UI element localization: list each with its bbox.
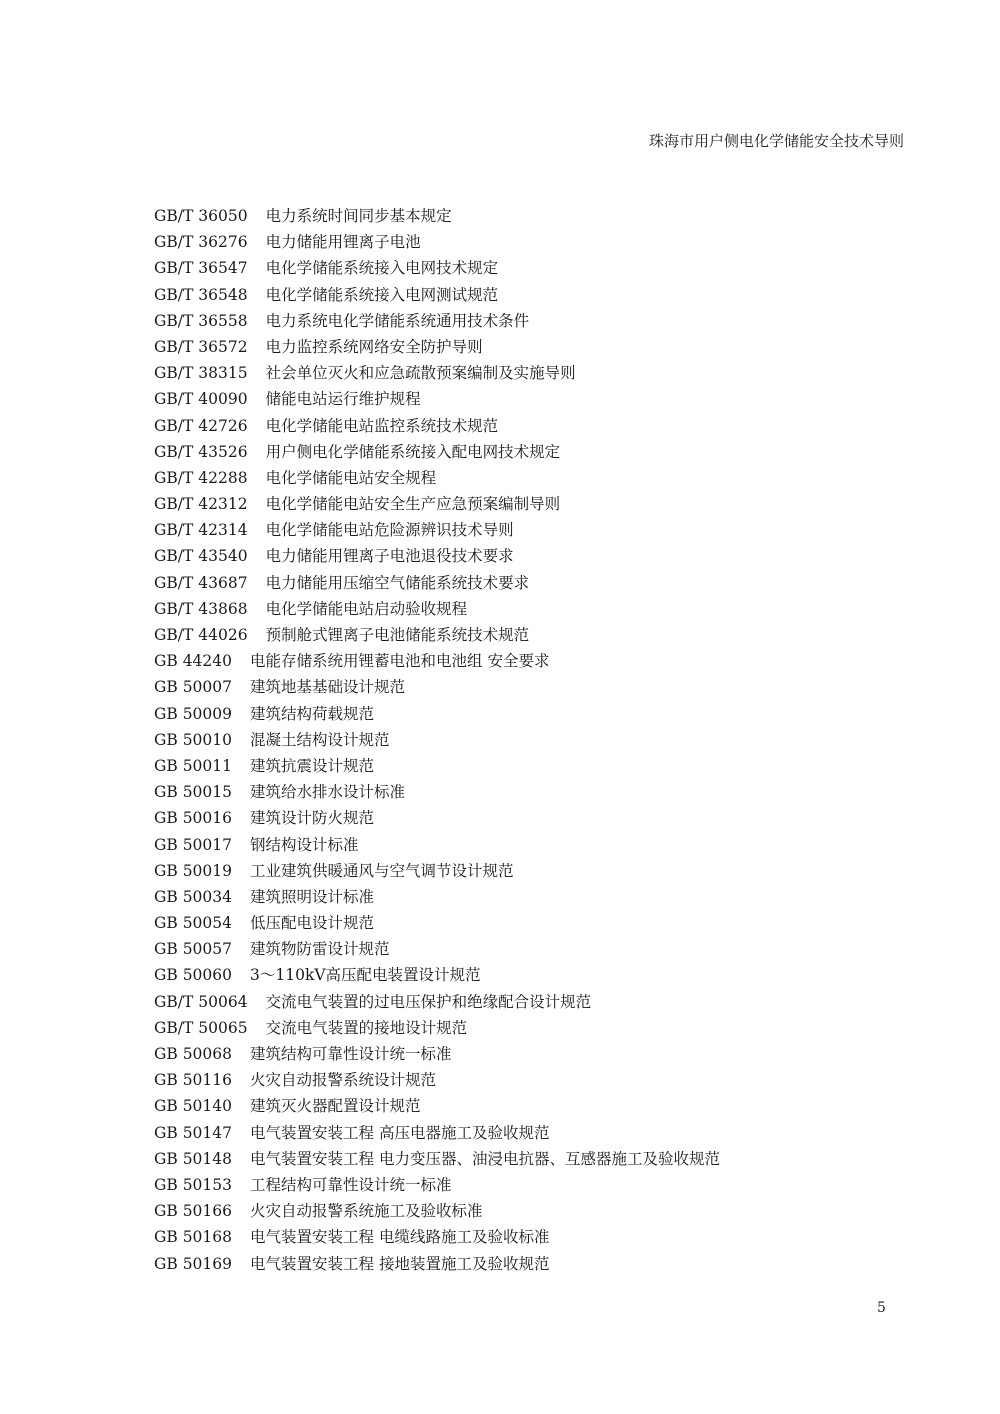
standard-code: GB/T 43687	[154, 573, 248, 592]
standard-code: GB 44240	[154, 652, 233, 671]
reference-item	[154, 622, 720, 648]
reference-item	[154, 465, 720, 491]
reference-item	[154, 570, 720, 596]
standard-code: GB 50068	[154, 1045, 233, 1063]
reference-item	[154, 989, 720, 1015]
standard-code: GB 50147	[154, 1123, 233, 1142]
reference-item	[154, 701, 720, 727]
standard-code: GB/T 42312	[154, 495, 248, 514]
standard-title: 电力储能用压缩空气储能系统技术要求	[265, 573, 530, 592]
standard-title: 工程结构可靠性设计统一标准	[250, 1175, 452, 1194]
standard-code: GB 50019	[154, 861, 233, 880]
standard-code: GB/T 38315	[154, 364, 248, 383]
standard-code: GB/T 36572	[154, 337, 248, 356]
standard-code: GB 50034	[154, 887, 233, 906]
standard-code: GB 50015	[154, 783, 233, 802]
page-header-title: 珠海市用户侧电化学储能安全技术导则	[648, 132, 904, 150]
standard-code: GB 50116	[154, 1071, 233, 1090]
standard-code: GB/T 42726	[154, 416, 248, 435]
standard-title: 电气装置安装工程 电缆线路施工及验收标准	[250, 1228, 550, 1247]
reference-item	[154, 779, 720, 805]
reference-item	[154, 1015, 720, 1041]
reference-item	[154, 1146, 720, 1172]
standard-code: GB 50140	[154, 1097, 233, 1116]
standard-code: GB/T 36547	[154, 259, 248, 278]
standard-title: 电气装置安装工程 电力变压器、油浸电抗器、互感器施工及验收规范	[250, 1149, 720, 1168]
reference-item	[154, 805, 720, 831]
standard-code: GB/T 42288	[154, 468, 248, 487]
standard-title: 电化学储能系统接入电网技术规定	[265, 259, 499, 278]
standard-code: GB/T 36558	[154, 311, 248, 330]
page-number: 5	[877, 1300, 886, 1316]
standard-title: 电力储能用锂离子电池退役技术要求	[265, 547, 514, 566]
reference-item	[154, 334, 720, 360]
standard-title: 电化学储能系统接入电网测试规范	[265, 285, 499, 304]
standard-title: 电力储能用锂离子电池	[265, 233, 421, 252]
reference-standards-list	[154, 203, 720, 1277]
reference-item	[154, 1093, 720, 1119]
reference-item	[154, 543, 720, 569]
reference-item	[154, 962, 720, 988]
standard-code: GB 50011	[154, 756, 233, 775]
reference-item	[154, 596, 720, 622]
standard-code: GB/T 50065	[154, 1018, 248, 1037]
standard-code: GB 50168	[154, 1228, 233, 1247]
reference-item	[154, 413, 720, 439]
standard-code: GB 50060	[154, 966, 233, 985]
reference-item	[154, 1198, 720, 1224]
reference-item	[154, 753, 720, 779]
standard-code: GB 50054	[154, 914, 233, 933]
reference-item	[154, 884, 720, 910]
standard-code: GB 50169	[154, 1254, 233, 1273]
reference-item	[154, 648, 720, 674]
standard-title: 电气装置安装工程 高压电器施工及验收规范	[250, 1123, 550, 1142]
reference-item	[154, 727, 720, 753]
reference-item	[154, 858, 720, 884]
standard-code: GB 50007	[154, 678, 233, 697]
standard-title: 建筑地基基础设计规范	[250, 678, 406, 697]
standard-title: 电力系统时间同步基本规定	[265, 207, 452, 225]
standard-title: 电能存储系统用锂蓄电池和电池组 安全要求	[250, 652, 550, 671]
standard-title: 建筑灭火器配置设计规范	[250, 1097, 421, 1116]
standard-code: GB/T 50064	[154, 992, 248, 1011]
reference-item	[154, 517, 720, 543]
standard-title: 低压配电设计规范	[250, 914, 375, 933]
reference-item	[154, 832, 720, 858]
reference-item	[154, 439, 720, 465]
reference-item	[154, 308, 720, 334]
standard-title: 电力监控系统网络安全防护导则	[265, 337, 483, 356]
standard-title: 建筑照明设计标准	[250, 887, 375, 906]
reference-item	[154, 1120, 720, 1146]
standard-code: GB 50016	[154, 809, 233, 828]
standard-code: GB 50153	[154, 1175, 233, 1194]
standard-title: 3～110kV高压配电装置设计规范	[250, 966, 481, 985]
reference-item	[154, 360, 720, 386]
standard-title: 建筑物防雷设计规范	[250, 940, 390, 959]
reference-item	[154, 936, 720, 962]
standard-code: GB/T 36050	[154, 207, 248, 225]
reference-item	[154, 282, 720, 308]
standard-title: 电化学储能电站危险源辨识技术导则	[265, 521, 514, 540]
standard-title: 交流电气装置的接地设计规范	[265, 1018, 468, 1037]
standard-title: 建筑结构可靠性设计统一标准	[250, 1045, 452, 1063]
standard-title: 用户侧电化学储能系统接入配电网技术规定	[265, 442, 561, 461]
standard-code: GB/T 40090	[154, 390, 248, 409]
standard-title: 社会单位灭火和应急疏散预案编制及实施导则	[265, 364, 576, 383]
reference-item	[154, 910, 720, 936]
reference-item	[154, 491, 720, 517]
reference-item	[154, 1067, 720, 1093]
standard-code: GB 50010	[154, 730, 233, 749]
standard-code: GB/T 43868	[154, 599, 248, 618]
standard-code: GB 50148	[154, 1149, 233, 1168]
standard-code: GB/T 43526	[154, 442, 248, 461]
standard-title: 预制舱式锂离子电池储能系统技术规范	[265, 626, 530, 644]
standard-title: 电化学储能电站监控系统技术规范	[265, 416, 499, 435]
reference-item	[154, 386, 720, 412]
standard-code: GB/T 36548	[154, 285, 248, 304]
standard-title: 电化学储能电站启动验收规程	[265, 599, 468, 618]
standard-title: 电气装置安装工程 接地装置施工及验收规范	[250, 1254, 550, 1273]
reference-item	[154, 1172, 720, 1198]
reference-item	[154, 1251, 720, 1277]
standard-title: 火灾自动报警系统施工及验收标准	[250, 1202, 483, 1221]
reference-item	[154, 1224, 720, 1250]
reference-item	[154, 1041, 720, 1067]
standard-title: 工业建筑供暖通风与空气调节设计规范	[250, 861, 514, 880]
standard-title: 交流电气装置的过电压保护和绝缘配合设计规范	[265, 992, 592, 1011]
reference-item	[154, 203, 720, 229]
standard-title: 电力系统电化学储能系统通用技术条件	[265, 311, 530, 330]
standard-code: GB 50009	[154, 704, 233, 723]
standard-title: 建筑抗震设计规范	[250, 756, 375, 775]
standard-code: GB/T 36276	[154, 233, 248, 252]
reference-item	[154, 674, 720, 700]
standard-code: GB 50017	[154, 835, 233, 854]
standard-title: 火灾自动报警系统设计规范	[250, 1071, 437, 1090]
standard-title: 电化学储能电站安全生产应急预案编制导则	[265, 495, 561, 514]
standard-title: 建筑设计防火规范	[250, 809, 375, 828]
standard-title: 储能电站运行维护规程	[265, 390, 421, 409]
standard-code: GB/T 42314	[154, 521, 248, 540]
standard-code: GB 50166	[154, 1202, 233, 1221]
standard-title: 混凝土结构设计规范	[250, 730, 390, 749]
standard-title: 钢结构设计标准	[250, 835, 359, 854]
standard-title: 建筑给水排水设计标准	[250, 783, 406, 802]
standard-code: GB/T 43540	[154, 547, 248, 566]
standard-title: 电化学储能电站安全规程	[265, 468, 437, 487]
reference-item	[154, 255, 720, 281]
standard-code: GB 50057	[154, 940, 233, 959]
standard-code: GB/T 44026	[154, 626, 248, 644]
standard-title: 建筑结构荷载规范	[250, 704, 375, 723]
reference-item	[154, 229, 720, 255]
